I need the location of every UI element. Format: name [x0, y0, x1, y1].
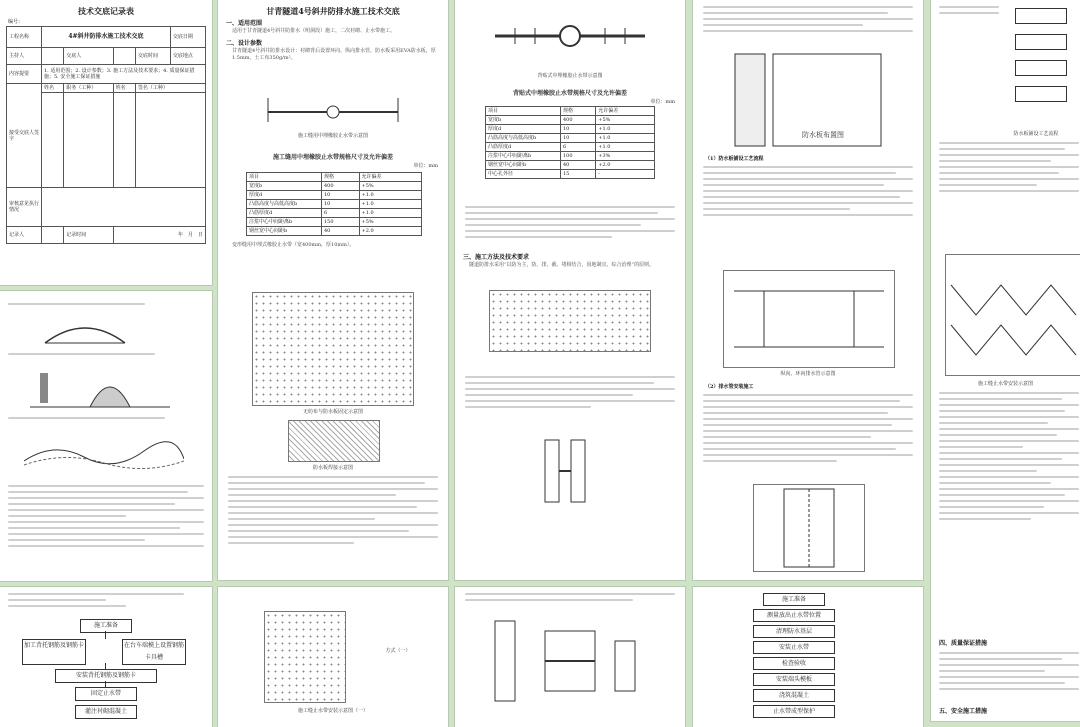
table2	[485, 106, 655, 179]
table2-cell: 宽度b	[486, 116, 561, 125]
label-recorder: 记录人	[7, 227, 42, 244]
section-1: 一、适用范围	[226, 20, 263, 27]
table1-cell: +2.0	[359, 227, 422, 236]
section-1-text: 适用于甘青隧道4号斜井防排水（明洞段）施工，二次衬砌、止水带施工。	[232, 28, 396, 34]
label-engineer: 主持人	[7, 48, 42, 65]
flow-a-step-c: 安装背托钢筋及钢筋卡	[55, 669, 157, 683]
figure-pipes	[723, 270, 895, 368]
figure-fabric-caption: 无纺布与防水板固定示意图	[302, 409, 363, 415]
table2-cell: +2.0	[596, 161, 655, 170]
label-record-time: 记录时间	[64, 227, 113, 244]
table2-cell: 中心孔外径	[486, 170, 561, 179]
flow-b-step-f: 浇筑混凝土	[753, 689, 835, 702]
subsection-pipes: （2）排水管安装施工	[705, 384, 754, 390]
figure-install-detail	[485, 611, 655, 711]
figure-pipes-caption: 纵向、环向排水管示意图	[780, 371, 836, 377]
table2-cell: 钢丝宽中心间距b	[486, 161, 561, 170]
label-place: 交底地点	[170, 48, 205, 65]
flow-a-start: 施工准备	[80, 619, 132, 633]
page-flow-a	[0, 587, 212, 727]
section-2-text: 甘青隧道4号斜井防排水设计：衬砌背后设置环向、纵向排水管，防水板采用EVA防水板，厚1.5mm，土工布350g/m²。	[232, 48, 436, 61]
record-ymd: 年 月 日	[113, 227, 205, 244]
flow-b-step-e: 安装端头模板	[753, 673, 835, 686]
figure-anchor	[30, 367, 170, 411]
table1-cell: 40	[322, 227, 360, 236]
project-name: 4#斜井防排水施工技术交底	[42, 27, 171, 48]
table1-cell: 凸筋高度与高低高度b	[247, 200, 322, 209]
section-3: 三、施工方法及技术要求	[463, 254, 530, 261]
table1-cell: +1.0	[359, 200, 422, 209]
flow-right-box-2	[1015, 34, 1067, 50]
table2-cell: -	[596, 170, 655, 179]
label-reviewer: 交底人	[64, 48, 113, 65]
table2-cell: 400	[561, 116, 596, 125]
figure-slope	[24, 431, 184, 471]
table1-cell: 注浆中心中间距离b	[247, 218, 322, 227]
flow-right-box-4	[1015, 86, 1067, 102]
flow-b-step-g: 止水带成型保护	[753, 705, 835, 718]
figure-joint	[535, 436, 595, 506]
page-backing-waterstop	[455, 0, 685, 580]
subsection-board: （1）防水板铺设工艺流程	[705, 156, 764, 162]
table2-col-spec: 规格	[561, 107, 596, 116]
table2-unit: 单位：mm	[650, 99, 675, 105]
table2-col-item: 项目	[486, 107, 561, 116]
table2-cell: 10	[561, 134, 596, 143]
label-summary: 内容提要	[7, 65, 42, 84]
page-backing-bottom	[455, 587, 685, 727]
figure-fabric	[252, 292, 414, 406]
table2-cell: 凸筋高度与高低高度b	[486, 134, 561, 143]
label-content: 接受交底人签字	[7, 84, 42, 188]
label-meet: 交底时间	[135, 48, 170, 65]
flow-a-step-b: 在台车端模上设置钢筋卡具槽	[122, 639, 186, 665]
label-date: 交底日期	[170, 27, 205, 48]
flow-b-step-a: 测量放出止水带位置	[753, 609, 835, 622]
table2-cell: 40	[561, 161, 596, 170]
form-number: 编号：	[8, 19, 24, 25]
table2-cell: 15	[561, 170, 596, 179]
col-remark: 签名（工种）	[135, 84, 205, 93]
table2-cell: +1.0	[596, 143, 655, 152]
table1-cell: 400	[322, 182, 360, 191]
figure-backing-caption: 背贴式中埋橡胶止水带示意图	[537, 73, 603, 79]
table2-title: 背贴式中埋橡胶止水带规格尺寸及允许偏差	[512, 90, 627, 97]
figure-pipe-cross	[40, 313, 130, 347]
page-drainage-details	[0, 291, 212, 581]
table1	[246, 172, 422, 236]
flow-b-step-c: 安装止水带	[753, 641, 835, 654]
table2-cell: 凸筋厚度d	[486, 143, 561, 152]
figure-board-caption: 防水板布置图	[802, 131, 844, 139]
table1-cell: 凸筋厚度d	[247, 209, 322, 218]
section-2: 二、设计参数	[226, 40, 263, 47]
table1-cell: +5%	[359, 182, 422, 191]
section-4: 四、质量保证措施	[939, 640, 988, 647]
figure-waterstop	[258, 88, 408, 128]
table2-cell: +3%	[596, 152, 655, 161]
col-name-2: 姓名	[113, 84, 135, 93]
label-method-a: 方式（一）	[385, 648, 411, 654]
label-project: 工程名称	[7, 27, 42, 48]
table1-col-tol: 允许偏差	[359, 173, 422, 182]
col-job: 职务（工种）	[64, 84, 113, 93]
label-sign: 审核意见执行情况	[7, 188, 42, 227]
table1-unit: 单位：mm	[413, 163, 438, 169]
figure-install-caption: 施工缝止水带安装示意图（一）	[297, 708, 368, 714]
figure-joint-caption: 施工缝止水带安装示意图	[977, 381, 1033, 387]
table1-cell: 厚度d	[247, 191, 322, 200]
figure-welding	[288, 420, 380, 462]
table1-cell: 钢丝宽中心间距b	[247, 227, 322, 236]
page-flow-b	[693, 587, 923, 727]
table1-col-spec: 规格	[322, 173, 360, 182]
figure-backing-waterstop	[485, 6, 655, 70]
summary-text: 1. 适用范围；2. 设计参数；3. 施工方法及技术要求；4. 质量保证措施；5. 安全施工保证措施	[42, 65, 206, 84]
table1-cell: +1.0	[359, 191, 422, 200]
main-title: 甘青隧道4号斜井防排水施工技术交底	[266, 6, 400, 16]
table2-cell: 10	[561, 125, 596, 134]
flow-a-step-a: 加工背托钢筋及钢筋卡	[22, 639, 86, 665]
flow-b-step-b: 清理防水基层	[753, 625, 835, 638]
table2-col-tol: 允许偏差	[596, 107, 655, 116]
flow-b-step-d: 检查验收	[753, 657, 835, 670]
table1-title: 施工缝用中埋橡胶止水带规格尺寸及允许偏差	[272, 154, 393, 161]
table2-cell: +1.0	[596, 134, 655, 143]
table2-cell: 注浆中心中间距离b	[486, 152, 561, 161]
flow-a-step-e: 灌注衬砌混凝土	[75, 705, 137, 719]
text-block	[8, 303, 204, 309]
figure-lining	[489, 290, 651, 352]
section-5: 五、安全施工措施	[939, 708, 988, 715]
section-3-text: 隧道防排水采用“以防为主，防、排、截、堵相结合，因地制宜，综合治理”的原则。	[469, 262, 655, 268]
table1-cell: 6	[322, 209, 360, 218]
table2-cell: 6	[561, 143, 596, 152]
col-name: 姓名	[42, 84, 64, 93]
table1-cell: 10	[322, 200, 360, 209]
form-title: 技术交底记录表	[78, 6, 134, 16]
table1-cell: +5%	[359, 218, 422, 227]
page-quality	[931, 0, 1080, 721]
table2-cell: +1.0	[596, 125, 655, 134]
figure-welding-caption: 防水板焊接示意图	[312, 465, 353, 471]
page-form	[0, 0, 212, 285]
table2-cell: 厚度d	[486, 125, 561, 134]
table1-cell: 150	[322, 218, 360, 227]
flow-a-step-d: 固定止水带	[75, 687, 137, 701]
figure-drain-section	[753, 484, 865, 572]
flow-right-box-1	[1015, 8, 1067, 24]
table2-cell: +5%	[596, 116, 655, 125]
table1-cell: +1.0	[359, 209, 422, 218]
table1-cell: 宽度b	[247, 182, 322, 191]
flow-b-start: 施工准备	[763, 593, 825, 606]
table1-note: 变形缝用中埋式橡胶止水带（宽400mm，厚10mm）。	[232, 242, 355, 248]
page-waterproof-board	[693, 0, 923, 580]
form-table	[6, 26, 206, 244]
page-main-bottom	[218, 587, 448, 727]
flow-right-box-3	[1015, 60, 1067, 76]
figure-joint-install	[945, 254, 1080, 376]
page-main	[218, 0, 448, 580]
table1-cell: 10	[322, 191, 360, 200]
table1-col-item: 项目	[247, 173, 322, 182]
figure-waterstop-caption: 施工缝用中埋橡胶止水带示意图	[297, 133, 368, 139]
table2-cell: 100	[561, 152, 596, 161]
flow-right-caption: 防水板铺设工艺流程	[1013, 131, 1059, 137]
figure-waterstop-install	[264, 611, 346, 703]
